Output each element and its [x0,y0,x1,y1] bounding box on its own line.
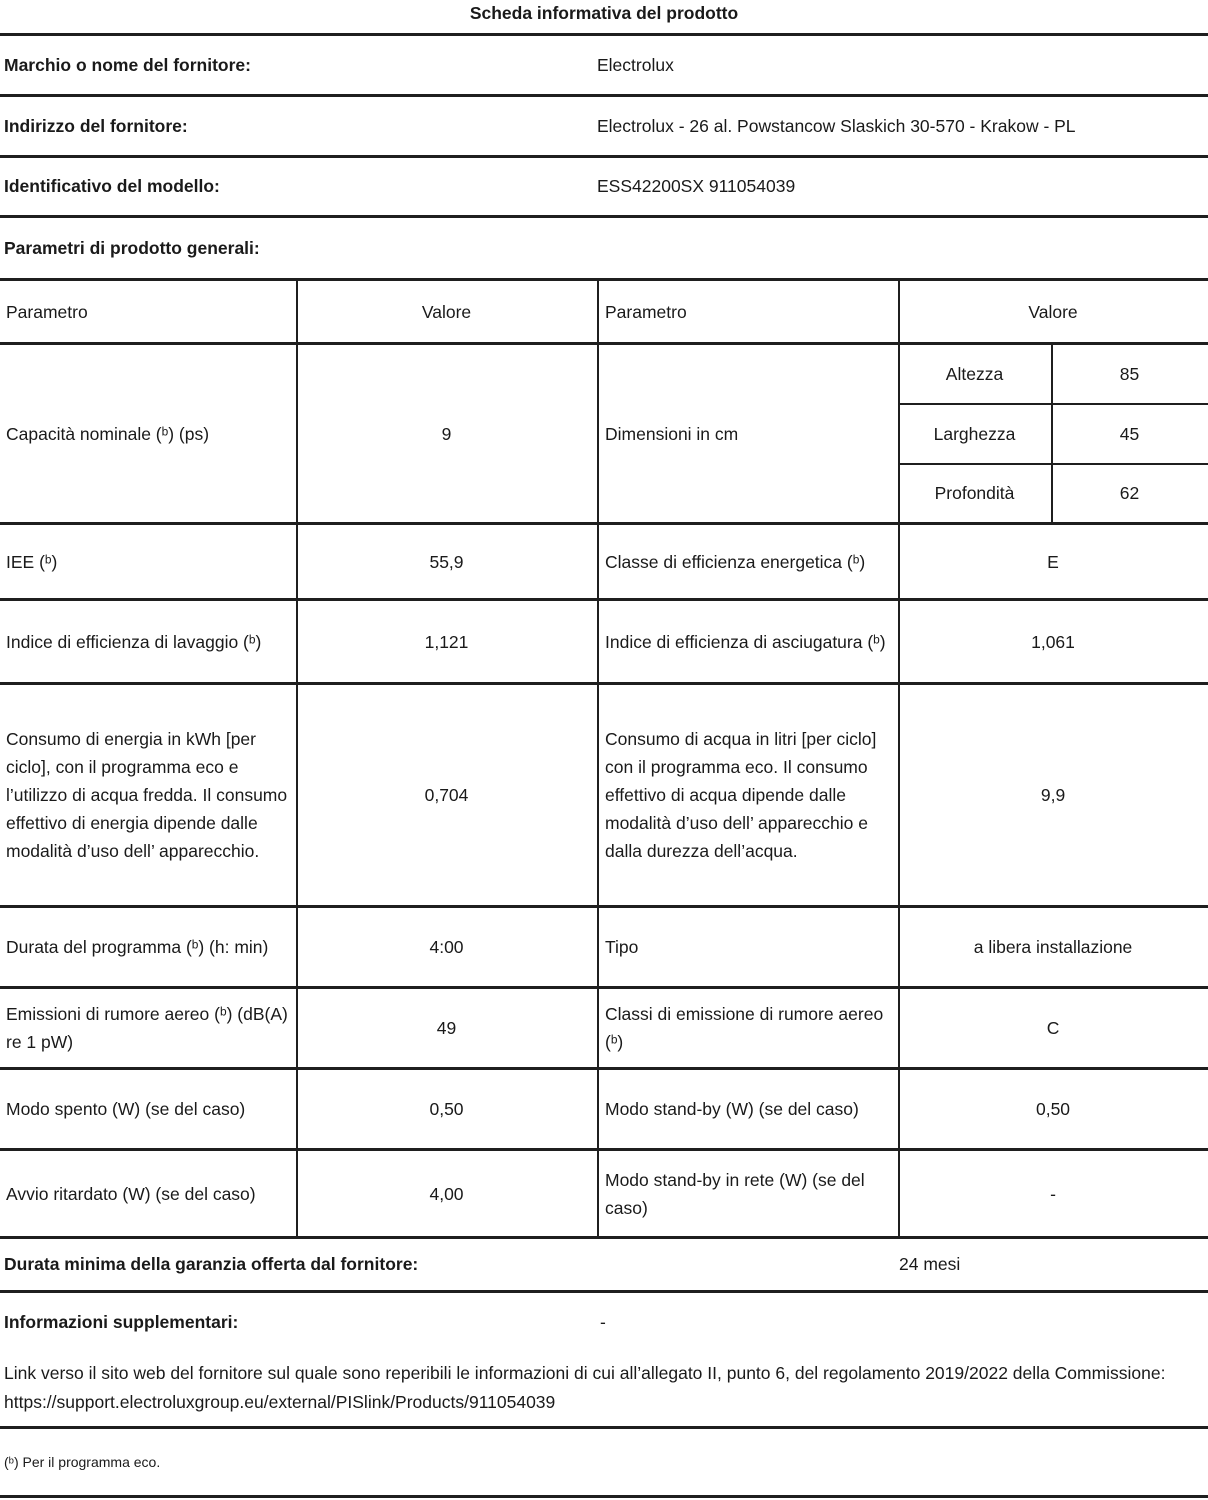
param-cell: Modo stand-by (W) (se del caso) [598,1069,899,1150]
param-cell: Emissioni di rumore aereo (ᵇ) (dB(A) re 1 pW) [0,988,297,1069]
col-header-valore-2: Valore [899,280,1208,344]
param-cell: Classi di emissione di rumore aereo (ᵇ) [598,988,899,1069]
value-cell: 4:00 [297,907,598,988]
table-row-noise-emissions [0,988,1208,1069]
model-identifier-label: Identificativo del modello: [4,176,220,196]
general-parameters-heading: Parametri di prodotto generali: [4,237,260,258]
param-cell: Modo spento (W) (se del caso) [0,1069,297,1150]
value-cell: a libera installazione [899,907,1208,988]
table-header-row [0,280,1208,344]
value-cell: 49 [297,988,598,1069]
table-row-consumption [0,684,1208,907]
dim-depth-value-cell: 62 [1052,464,1208,524]
supplier-address-row [0,97,1208,158]
param-cell: Tipo [598,907,899,988]
param-cell: Modo stand-by in rete (W) (se del caso) [598,1150,899,1238]
value-cell: 0,704 [297,684,598,907]
table-row-off-mode [0,1069,1208,1150]
warranty-row [0,1239,1208,1293]
value-cell: - [899,1150,1208,1238]
value-cell: 9,9 [899,684,1208,907]
col-header-parametro-1: Parametro [0,280,297,344]
document-title: Scheda informativa del prodotto [469,3,739,23]
capacity-label-cell: Capacità nominale (ᵇ) (ps) [0,344,297,524]
value-cell: 0,50 [899,1069,1208,1150]
param-cell: Avvio ritardato (W) (se del caso) [0,1150,297,1238]
param-cell: IEE (ᵇ) [0,524,297,600]
supplier-link-url[interactable]: https://support.electroluxgroup.eu/external/PISlink/Products/911054039 [4,1392,556,1412]
param-cell: Classe di efficienza energetica (ᵇ) [598,524,899,600]
capacity-value-cell: 9 [297,344,598,524]
supplier-link-paragraph [0,1351,1208,1429]
value-cell: E [899,524,1208,600]
supplier-brand-value: Electrolux [597,54,674,75]
supplier-link-intro: Link verso il sito web del fornitore sul quale sono reperibili le informazioni di cui all’allegato II, punto 6, del regolamento 2019/2022 della Commissione: [4,1363,1166,1383]
value-cell: 4,00 [297,1150,598,1238]
supplier-brand-row [0,36,1208,97]
supplementary-info-row [0,1293,1208,1351]
dim-width-value-cell: 45 [1052,404,1208,464]
general-parameters-table [0,278,1208,1239]
dim-width-name-cell: Larghezza [899,404,1052,464]
param-cell: Indice di efficienza di lavaggio (ᵇ) [0,600,297,684]
table-row-programme-duration [0,907,1208,988]
supplier-brand-label: Marchio o nome del fornitore: [4,54,251,75]
supplementary-info-value: - [600,1311,606,1332]
table-row-delayed-start [0,1150,1208,1238]
col-header-parametro-2: Parametro [598,280,899,344]
model-identifier-row [0,158,1208,218]
param-cell: Consumo di acqua in litri [per ciclo] con il programma eco. Il consumo effettivo di acqua dipende dalle modalità d’uso dell’ apparecchio e dalla durezza dell’acqua. [598,684,899,907]
param-cell: Indice di efficienza di asciugatura (ᵇ) [598,600,899,684]
table-row-efficiency-index [0,600,1208,684]
footnote: (ᵇ) Per il programma eco. [0,1429,1208,1498]
dim-depth-name-cell: Profondità [899,464,1052,524]
value-cell: 1,061 [899,600,1208,684]
warranty-label: Durata minima della garanzia offerta dal fornitore: [4,1254,419,1274]
col-header-valore-1: Valore [297,280,598,344]
value-cell: 0,50 [297,1069,598,1150]
param-cell: Durata del programma (ᵇ) (h: min) [0,907,297,988]
value-cell: 1,121 [297,600,598,684]
warranty-value: 24 mesi [899,1254,961,1274]
model-identifier-value: ESS42200SX 911054039 [597,176,796,196]
supplier-address-label: Indirizzo del fornitore: [4,115,188,136]
document-title-row [0,0,1208,36]
value-cell: 55,9 [297,524,598,600]
param-cell: Consumo di energia in kWh [per ciclo], con il programma eco e l’utilizzo di acqua fredda. Il consumo effettivo di energia dipende dalle modalità d’uso dell’ apparecchio. [0,684,297,907]
dimensions-label-cell: Dimensioni in cm [598,344,899,524]
dim-height-name-cell: Altezza [899,344,1052,404]
dim-height-value-cell: 85 [1052,344,1208,404]
value-cell: C [899,988,1208,1069]
table-row-iee [0,524,1208,600]
supplier-address-value: Electrolux - 26 al. Powstancow Slaskich 30-570 - Krakow - PL [597,115,1076,136]
capacity-dimensions-row [0,344,1208,404]
supplementary-info-label: Informazioni supplementari: [4,1311,239,1332]
